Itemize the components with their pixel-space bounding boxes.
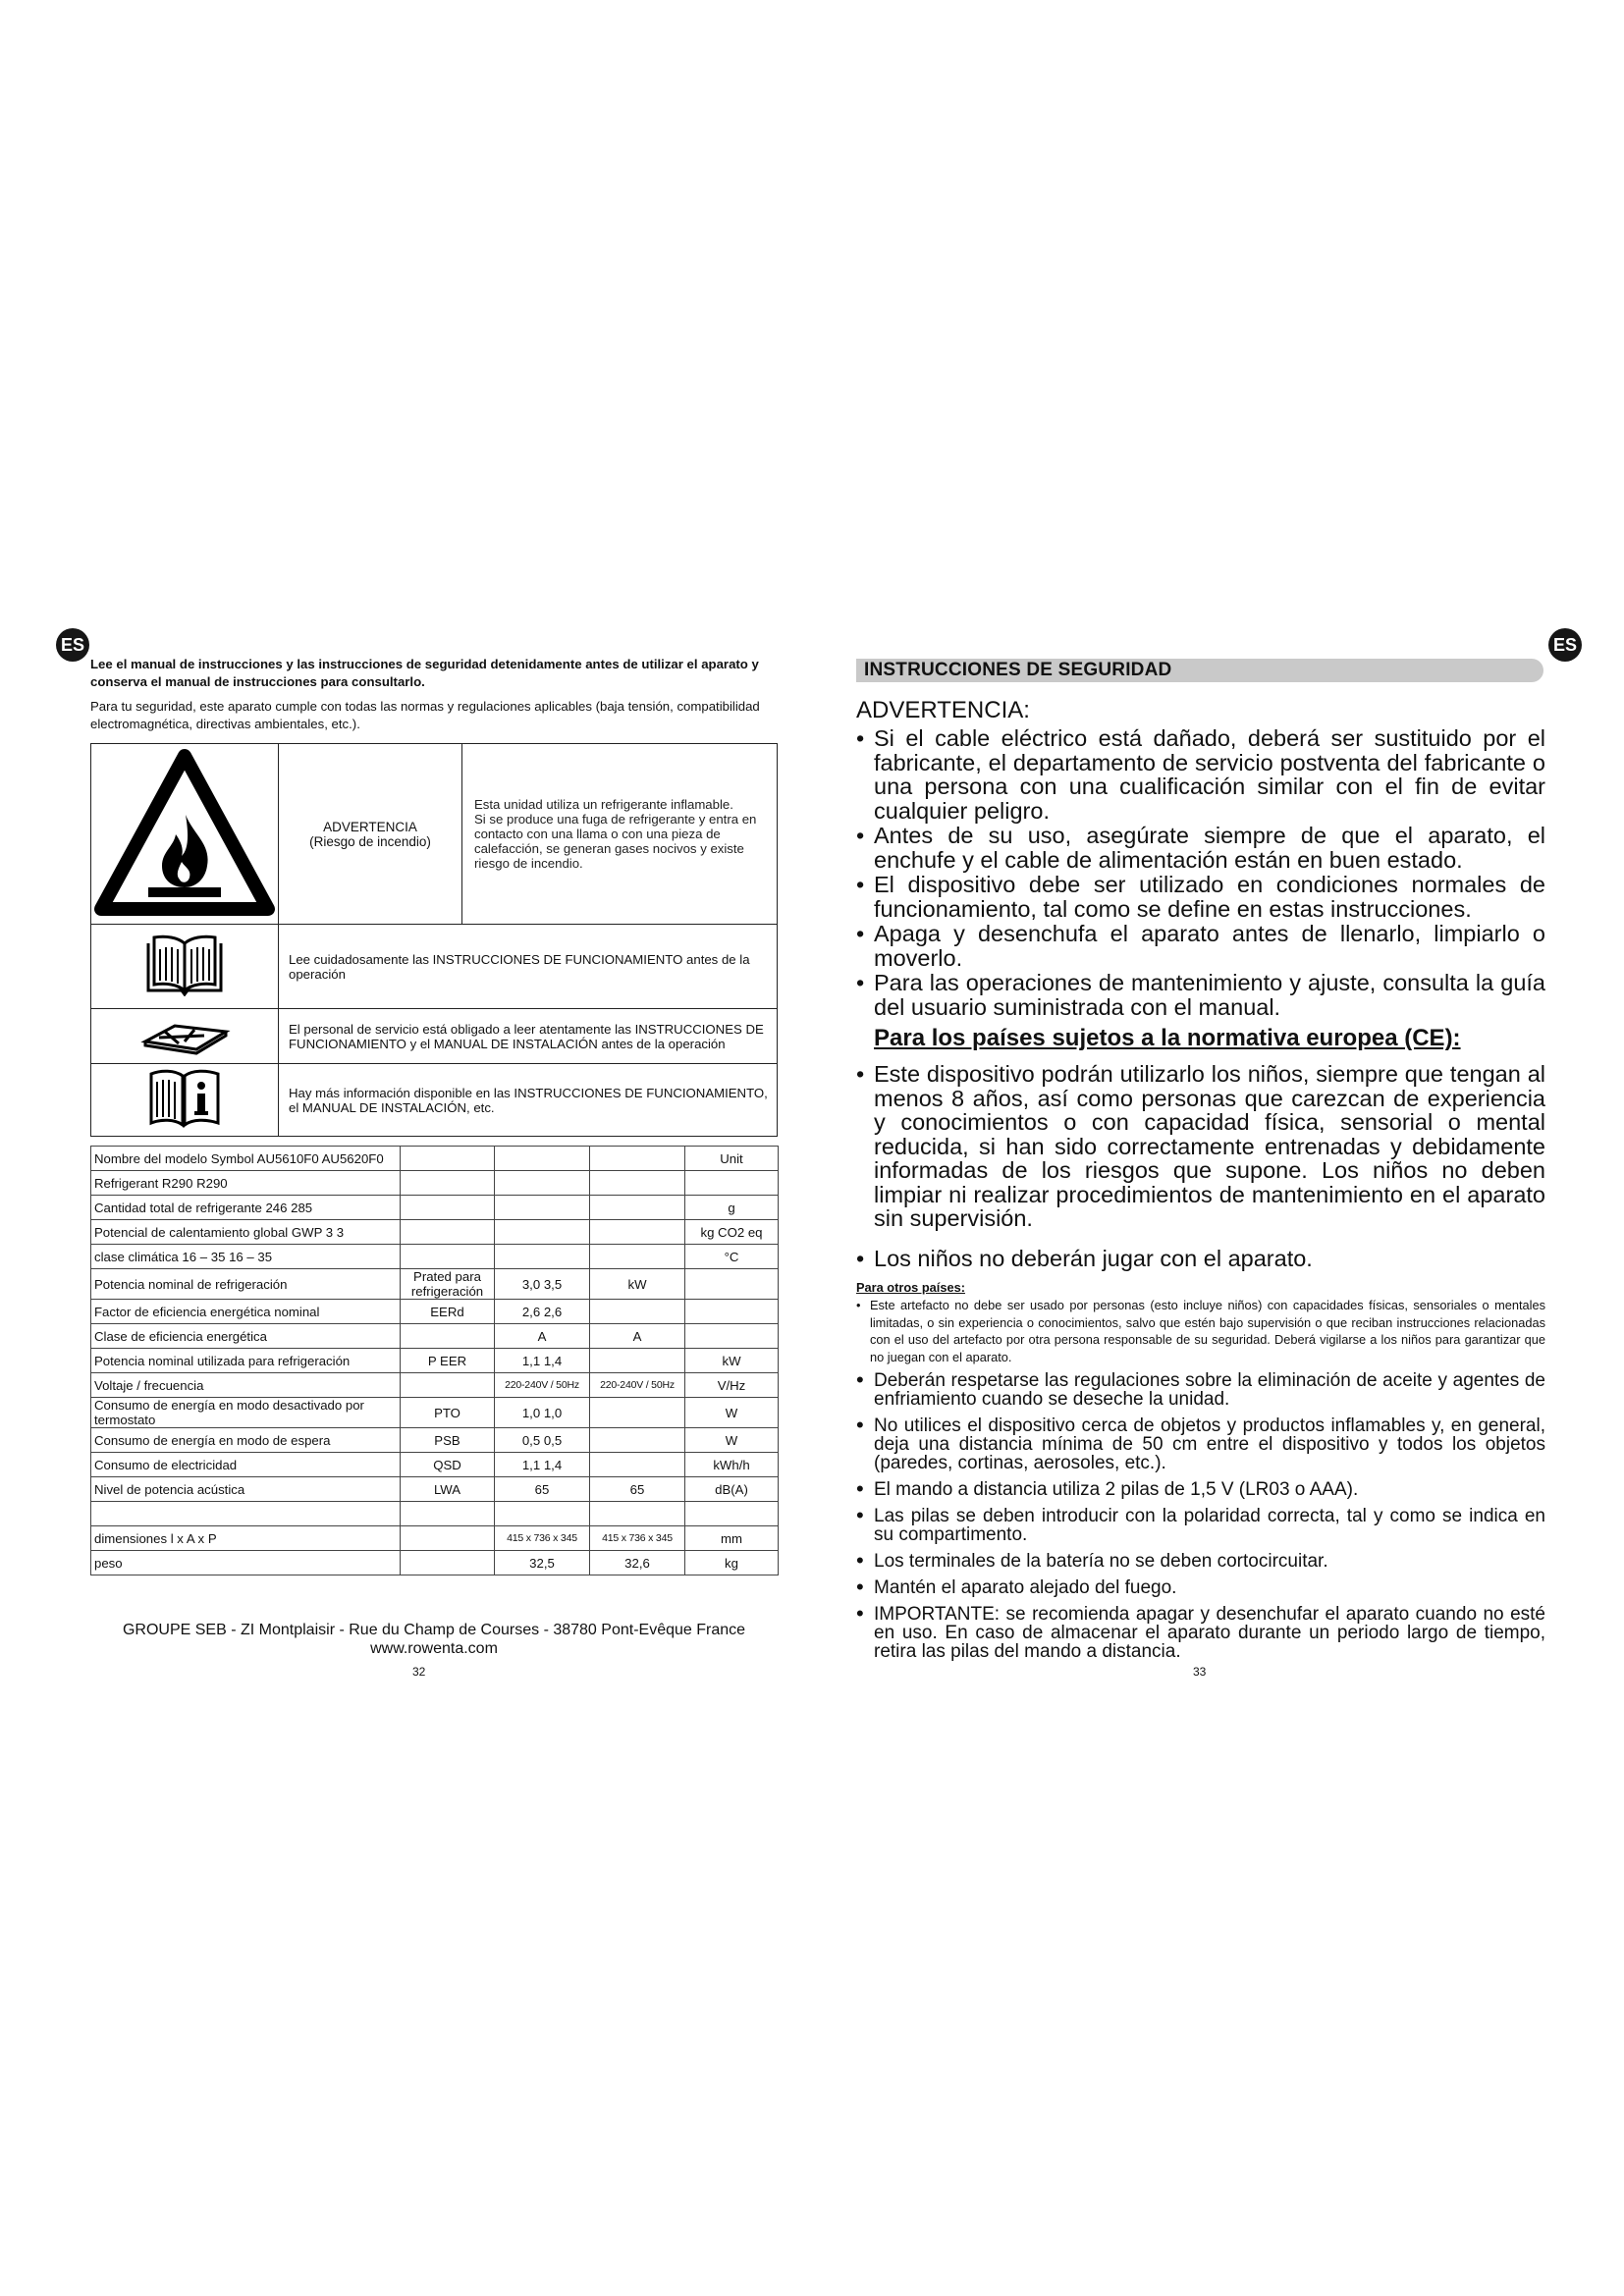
manual-icon-cell: [91, 925, 279, 1009]
spec-value-2: [590, 1220, 685, 1245]
more-info-note: Hay más información disponible en las INSTRUCCIONES DE FUNCIONAMIENTO, el MANUAL DE INSTALACIÓN, etc.: [279, 1064, 778, 1137]
spec-value-2: kW: [590, 1269, 685, 1300]
spec-value-2: 65: [590, 1477, 685, 1502]
spec-unit: [685, 1502, 779, 1526]
spec-value-1: A: [495, 1324, 590, 1349]
intro-text: Para tu seguridad, este aparato cumple con todas las normas y regulaciones aplicables (baja tensión, compatibilidad electromagnética, directivas ambientales, etc.).: [90, 699, 760, 731]
spec-row: [91, 1502, 779, 1526]
open-book-icon: [140, 934, 229, 996]
spec-row: [91, 1171, 779, 1196]
general-bullet: • El mando a distancia utiliza 2 pilas de 1,5 V (LR03 o AAA).: [856, 1480, 1545, 1499]
spec-value-2: 220-240V / 50Hz: [590, 1373, 685, 1398]
spec-unit: Unit: [685, 1147, 779, 1171]
spec-symbol: [401, 1245, 495, 1269]
spec-label: Potencial de calentamiento global GWP 3 3: [91, 1220, 401, 1245]
spec-value-2: A: [590, 1324, 685, 1349]
spec-value-1: 1,1 1,4: [495, 1349, 590, 1373]
spec-unit: g: [685, 1196, 779, 1220]
spec-value-2: [590, 1453, 685, 1477]
spec-value-2: [590, 1349, 685, 1373]
warning-label-cell: [279, 744, 462, 925]
spec-value-1: 1,1 1,4: [495, 1453, 590, 1477]
spec-value-2: [590, 1502, 685, 1526]
spec-unit: dB(A): [685, 1477, 779, 1502]
spec-label: Consumo de energía en modo de espera: [91, 1428, 401, 1453]
spec-unit: kW: [685, 1349, 779, 1373]
spec-value-1: 415 x 736 x 345: [495, 1526, 590, 1551]
company-website: www.rowenta.com: [370, 1640, 498, 1657]
spec-row: [91, 1324, 779, 1349]
spec-label: Factor de eficiencia energética nominal: [91, 1300, 401, 1324]
spec-symbol: [401, 1147, 495, 1171]
language-badge-right: ES: [1548, 628, 1582, 662]
spec-symbol: [401, 1373, 495, 1398]
spec-unit: kWh/h: [685, 1453, 779, 1477]
warning-bullet: • El dispositivo debe ser utilizado en condiciones normales de funcionamiento, tal como se define en estas instrucciones.: [856, 873, 1545, 921]
spec-label: peso: [91, 1551, 401, 1575]
spec-value-2: [590, 1398, 685, 1428]
spec-symbol: [401, 1220, 495, 1245]
spec-value-1: [495, 1196, 590, 1220]
spec-row: [91, 1245, 779, 1269]
spec-row: [91, 1220, 779, 1245]
spec-label: Potencia nominal utilizada para refrigeración: [91, 1349, 401, 1373]
page-number-right: 33: [1193, 1665, 1207, 1679]
spec-value-2: [590, 1147, 685, 1171]
general-bullet: • No utilices el dispositivo cerca de objetos y productos inflamables y, en general, deja una distancia mínima de 50 cm entre el dispositivo y todos los objetos (paredes, cortinas, aerosoles, etc.).: [856, 1416, 1545, 1472]
info-icon-cell: [91, 1064, 279, 1137]
spec-value-1: [495, 1502, 590, 1526]
flammable-warning-icon: [91, 744, 278, 921]
service-icon-cell: [91, 1009, 279, 1064]
spec-value-1: [495, 1245, 590, 1269]
spec-value-1: [495, 1220, 590, 1245]
spec-symbol: QSD: [401, 1453, 495, 1477]
spec-symbol: Prated para refrigeración: [401, 1269, 495, 1300]
ce-bullet: • Este dispositivo podrán utilizarlo los niños, siempre que tengan al menos 8 años, así como personas que carezcan de experiencia y conocimientos o con capacidad física, sensorial o mental reducida, si han sido correctamente entrenadas y debidamente informadas de los riesgos que supone. Los niños no deben limpiar ni realizar procedimientos de mantenimiento en el aparato sin supervisión.: [856, 1062, 1545, 1231]
operation-manual-note: Lee cuidadosamente las INSTRUCCIONES DE FUNCIONAMIENTO antes de la operación: [279, 925, 778, 1009]
warning-text-2: Si se produce una fuga de refrigerante y entra en contacto con una llama o con una pieza de calefacción, se generan gases nocivos y existe riesgo de incendio.: [474, 812, 757, 871]
spec-row: [91, 1551, 779, 1575]
spec-row: [91, 1398, 779, 1428]
spec-symbol: PSB: [401, 1428, 495, 1453]
spec-symbol: LWA: [401, 1477, 495, 1502]
fire-warning-cell: [91, 744, 279, 925]
spec-unit: [685, 1171, 779, 1196]
spec-row: [91, 1477, 779, 1502]
spec-value-1: [495, 1147, 590, 1171]
spec-unit: W: [685, 1428, 779, 1453]
spec-value-1: 32,5: [495, 1551, 590, 1575]
spec-value-2: [590, 1196, 685, 1220]
warning-text-1: Esta unidad utiliza un refrigerante inflamable.: [474, 797, 733, 812]
warning-bullet: • Para las operaciones de mantenimiento y ajuste, consulta la guía del usuario suministrada con el manual.: [856, 971, 1545, 1019]
warning-bullet: • Si el cable eléctrico está dañado, deberá ser sustituido por el fabricante, el departamento de servicio postventa del fabricante o una persona con una cualificación similar con el fin de evitar cualquier peligro.: [856, 726, 1545, 823]
spec-symbol: PTO: [401, 1398, 495, 1428]
spec-row: [91, 1349, 779, 1373]
spec-value-2: [590, 1245, 685, 1269]
spec-unit: W: [685, 1398, 779, 1428]
spec-label: Consumo de energía en modo desactivado por termostato: [91, 1398, 401, 1428]
spec-unit: [685, 1300, 779, 1324]
ce-bullet-list: [856, 1062, 1545, 1270]
spec-value-2: 415 x 736 x 345: [590, 1526, 685, 1551]
spec-unit: [685, 1269, 779, 1300]
warning-bullet: • Antes de su uso, asegúrate siempre de que el aparato, el enchufe y el cable de alimentación están en buen estado.: [856, 824, 1545, 872]
page-number-left: 32: [412, 1665, 426, 1679]
warning-bullet: • Apaga y desenchufa el aparato antes de llenarlo, limpiarlo o moverlo.: [856, 922, 1545, 970]
company-footer: [90, 1621, 778, 1658]
spec-label: Potencia nominal de refrigeración: [91, 1269, 401, 1300]
other-countries-bullet: • Este artefacto no debe ser usado por personas (esto incluye niños) con capacidades físicas, sensoriales o mentales limitadas, o sin experiencia o conocimientos, salvo que estén bajo supervisión o que reciban instrucciones relacionadas con el uso del artefacto por otra persona responsable de su seguridad. Deberá vigilarse a los niños para garantizar que no juegan con el aparato.: [856, 1297, 1545, 1365]
spec-unit: V/Hz: [685, 1373, 779, 1398]
company-address: GROUPE SEB - ZI Montplaisir - Rue du Champ de Courses - 38780 Pont-Evêque France: [122, 1622, 746, 1638]
spec-value-1: 2,6 2,6: [495, 1300, 590, 1324]
spec-unit: [685, 1324, 779, 1349]
spec-value-1: 65: [495, 1477, 590, 1502]
spec-label: Voltaje / frecuencia: [91, 1373, 401, 1398]
spec-label: dimensiones l x A x P: [91, 1526, 401, 1551]
warning-sublabel: (Riesgo de incendio): [309, 833, 431, 849]
spec-value-2: [590, 1171, 685, 1196]
service-manual-note: El personal de servicio está obligado a leer atentamente las INSTRUCCIONES DE FUNCIONAMIENTO y el MANUAL DE INSTALACIÓN antes de la operación: [279, 1009, 778, 1064]
spec-value-1: 0,5 0,5: [495, 1428, 590, 1453]
spec-label: Nombre del modelo Symbol AU5610F0 AU5620F0: [91, 1147, 401, 1171]
spec-value-1: [495, 1171, 590, 1196]
spec-value-2: [590, 1428, 685, 1453]
spec-unit: kg CO2 eq: [685, 1220, 779, 1245]
spec-unit: kg: [685, 1551, 779, 1575]
section-title: INSTRUCCIONES DE SEGURIDAD: [864, 660, 1172, 680]
spec-symbol: [401, 1324, 495, 1349]
spec-row: [91, 1526, 779, 1551]
intro-bold-text: Lee el manual de instrucciones y las instrucciones de seguridad detenidamente antes de utilizar el aparato y conserva el manual de instrucciones para consultarlo.: [90, 657, 759, 689]
spec-symbol: [401, 1502, 495, 1526]
spec-label: Refrigerant R290 R290: [91, 1171, 401, 1196]
spec-value-2: 32,6: [590, 1551, 685, 1575]
general-bullet: • IMPORTANTE: se recomienda apagar y desenchufar el aparato cuando no esté en uso. En caso de almacenar el aparato durante un periodo largo de tiempo, retira las pilas del mando a distancia.: [856, 1605, 1545, 1661]
spec-unit: °C: [685, 1245, 779, 1269]
other-countries-bullet-list: [856, 1297, 1545, 1365]
warning-description-cell: [462, 744, 778, 925]
spec-row: [91, 1428, 779, 1453]
spec-symbol: [401, 1171, 495, 1196]
spec-symbol: [401, 1196, 495, 1220]
general-bullet: • Los terminales de la batería no se deben cortocircuitar.: [856, 1552, 1545, 1571]
spec-label: clase climática 16 – 35 16 – 35: [91, 1245, 401, 1269]
spec-symbol: EERd: [401, 1300, 495, 1324]
general-bullet: • Las pilas se deben introducir con la polaridad correcta, tal y como se indica en su compartimento.: [856, 1507, 1545, 1544]
spec-symbol: [401, 1526, 495, 1551]
spec-unit: mm: [685, 1526, 779, 1551]
spec-row: [91, 1373, 779, 1398]
spec-value-1: 1,0 1,0: [495, 1398, 590, 1428]
spec-row: [91, 1300, 779, 1324]
spec-row: [91, 1196, 779, 1220]
spec-value-1: 220-240V / 50Hz: [495, 1373, 590, 1398]
spec-value-2: [590, 1300, 685, 1324]
safety-instructions: [856, 697, 1545, 1669]
specifications-table: [90, 1146, 779, 1575]
advertencia-heading: ADVERTENCIA:: [856, 697, 1030, 723]
general-bullet: • Mantén el aparato alejado del fuego.: [856, 1578, 1545, 1597]
language-badge-left: ES: [56, 628, 89, 662]
left-intro: [90, 656, 778, 740]
ce-heading: Para los países sujetos a la normativa europea (CE):: [874, 1025, 1461, 1051]
info-manual-icon: [145, 1068, 224, 1129]
warning-label: ADVERTENCIA: [323, 819, 417, 834]
ce-bullet: • Los niños no deberán jugar con el aparato.: [856, 1247, 1545, 1271]
spec-label: Clase de eficiencia energética: [91, 1324, 401, 1349]
general-bullet: • Deberán respetarse las regulaciones sobre la eliminación de aceite y agentes de enfriamiento cuando se deseche la unidad.: [856, 1371, 1545, 1409]
warning-table: [90, 743, 778, 1137]
spec-label: Cantidad total de refrigerante 246 285: [91, 1196, 401, 1220]
spec-label: [91, 1502, 401, 1526]
spec-row: [91, 1269, 779, 1300]
spec-label: Consumo de electricidad: [91, 1453, 401, 1477]
spec-row: [91, 1453, 779, 1477]
general-bullet-list: [856, 1371, 1545, 1661]
other-countries-heading: Para otros países:: [856, 1280, 965, 1295]
spec-value-1: 3,0 3,5: [495, 1269, 590, 1300]
spec-label: Nivel de potencia acústica: [91, 1477, 401, 1502]
warning-bullet-list: [856, 726, 1545, 1019]
spec-symbol: [401, 1551, 495, 1575]
spec-symbol: P EER: [401, 1349, 495, 1373]
spec-row: [91, 1147, 779, 1171]
service-manual-icon: [135, 1014, 234, 1055]
